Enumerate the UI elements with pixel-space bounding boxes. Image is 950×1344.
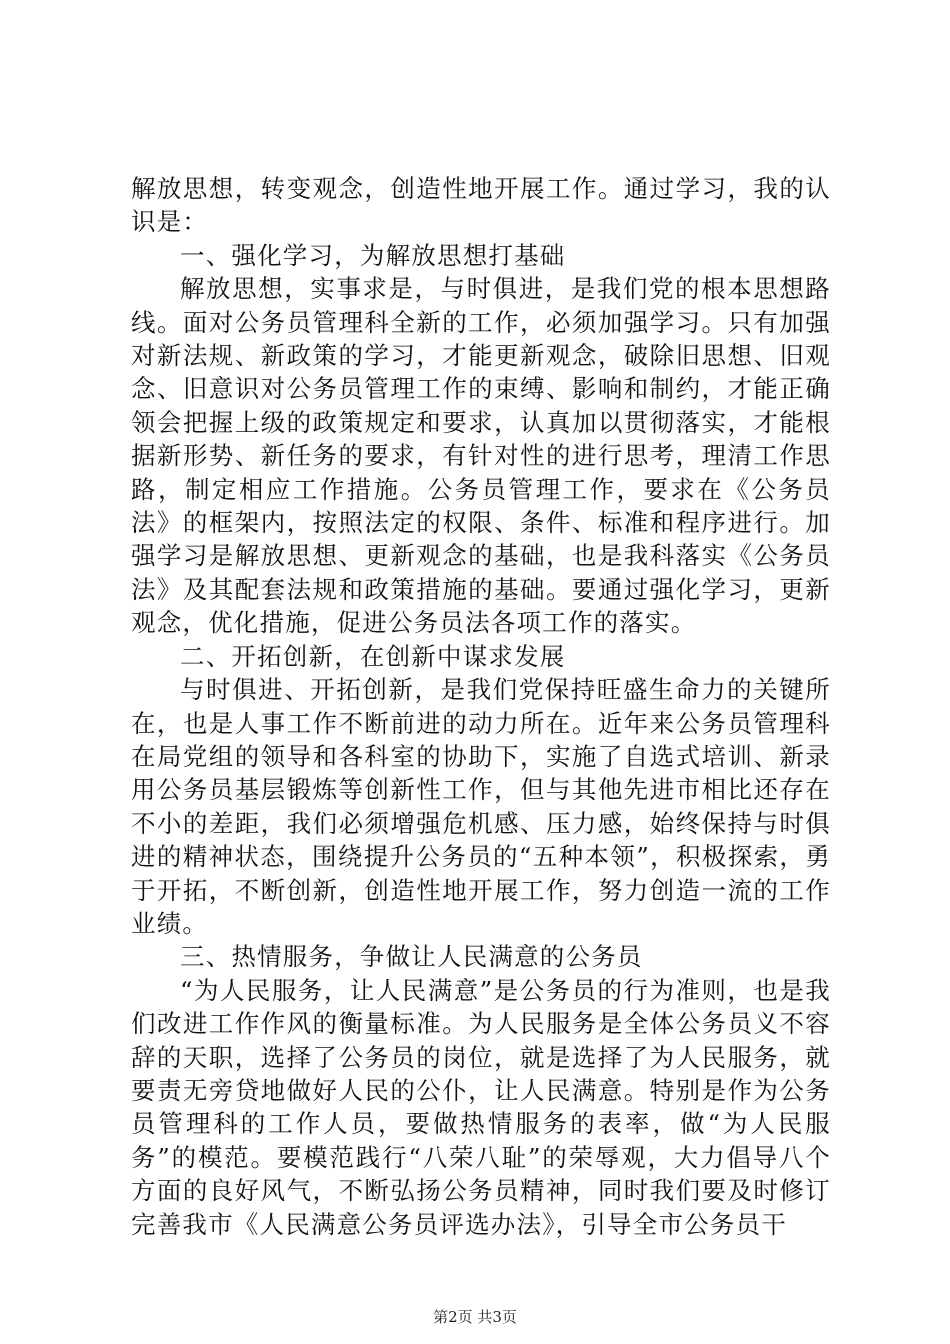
section-1-paragraph: 解放思想，实事求是，与时俱进，是我们党的根本思想路线。面对公务员管理科全新的工作，必须加强学习。只有加强对新法规、新政策的学习，才能更新观念，破除旧思想、旧观念、旧意识对公务员管理工作的束缚、影响和制约，才能正确领会把握上级的政策规定和要求，认真加以贯彻落实，才能根据新形势、新任务的要求，有针对性的进行思考，理清工作思路，制定相应工作措施。公务员管理工作，要求在《公务员法》的框架内，按照法定的权限、条件、标准和程序进行。加强学习是解放思想、更新观念的基础，也是我科落实《公务员法》及其配套法规和政策措施的基础。要通过强化学习，更新观念，优化措施，促进公务员法各项工作的落实。 [131, 274, 831, 638]
section-2-paragraph: 与时俱进、开拓创新，是我们党保持旺盛生命力的关键所在，也是人事工作不断前进的动力所在。近年来公务员管理科在局党组的领导和各科室的协助下，实施了自选式培训、新录用公务员基层锻炼等创新性工作，但与其他先进市相比还存在不小的差距，我们必须增强危机感、压力感，始终保持与时俱进的精神状态，围绕提升公务员的“五种本领”，积极探索，勇于开拓，不断创新，创造性地开展工作，努力创造一流的工作业绩。 [131, 675, 831, 938]
document-body [131, 172, 831, 1241]
intro-paragraph: 解放思想，转变观念，创造性地开展工作。通过学习，我的认识是： [131, 174, 831, 237]
section-heading-2: 二、开拓创新，在创新中谋求发展 [180, 641, 566, 671]
section-3-paragraph: “为人民服务，让人民满意”是公务员的行为准则，也是我们改进工作作风的衡量标准。为人民服务是全体公务员义不容辞的天职，选择了公务员的岗位，就是选择了为人民服务，就要责无旁贷地做好人民的公仆，让人民满意。特别是作为公务员管理科的工作人员，要做热情服务的表率，做“为人民服务”的模范。要模范践行“八荣八耻”的荣辱观，大力倡导八个方面的良好风气，不断弘扬公务员精神，同时我们要及时修订完善我市《人民满意公务员评选办法》，引导全市公务员干 [131, 975, 831, 1239]
section-heading-3: 三、热情服务，争做让人民满意的公务员 [180, 942, 643, 972]
section-heading-1: 一、强化学习，为解放思想打基础 [180, 240, 566, 270]
page-number-footer: 第2页 共3页 [433, 1308, 517, 1326]
